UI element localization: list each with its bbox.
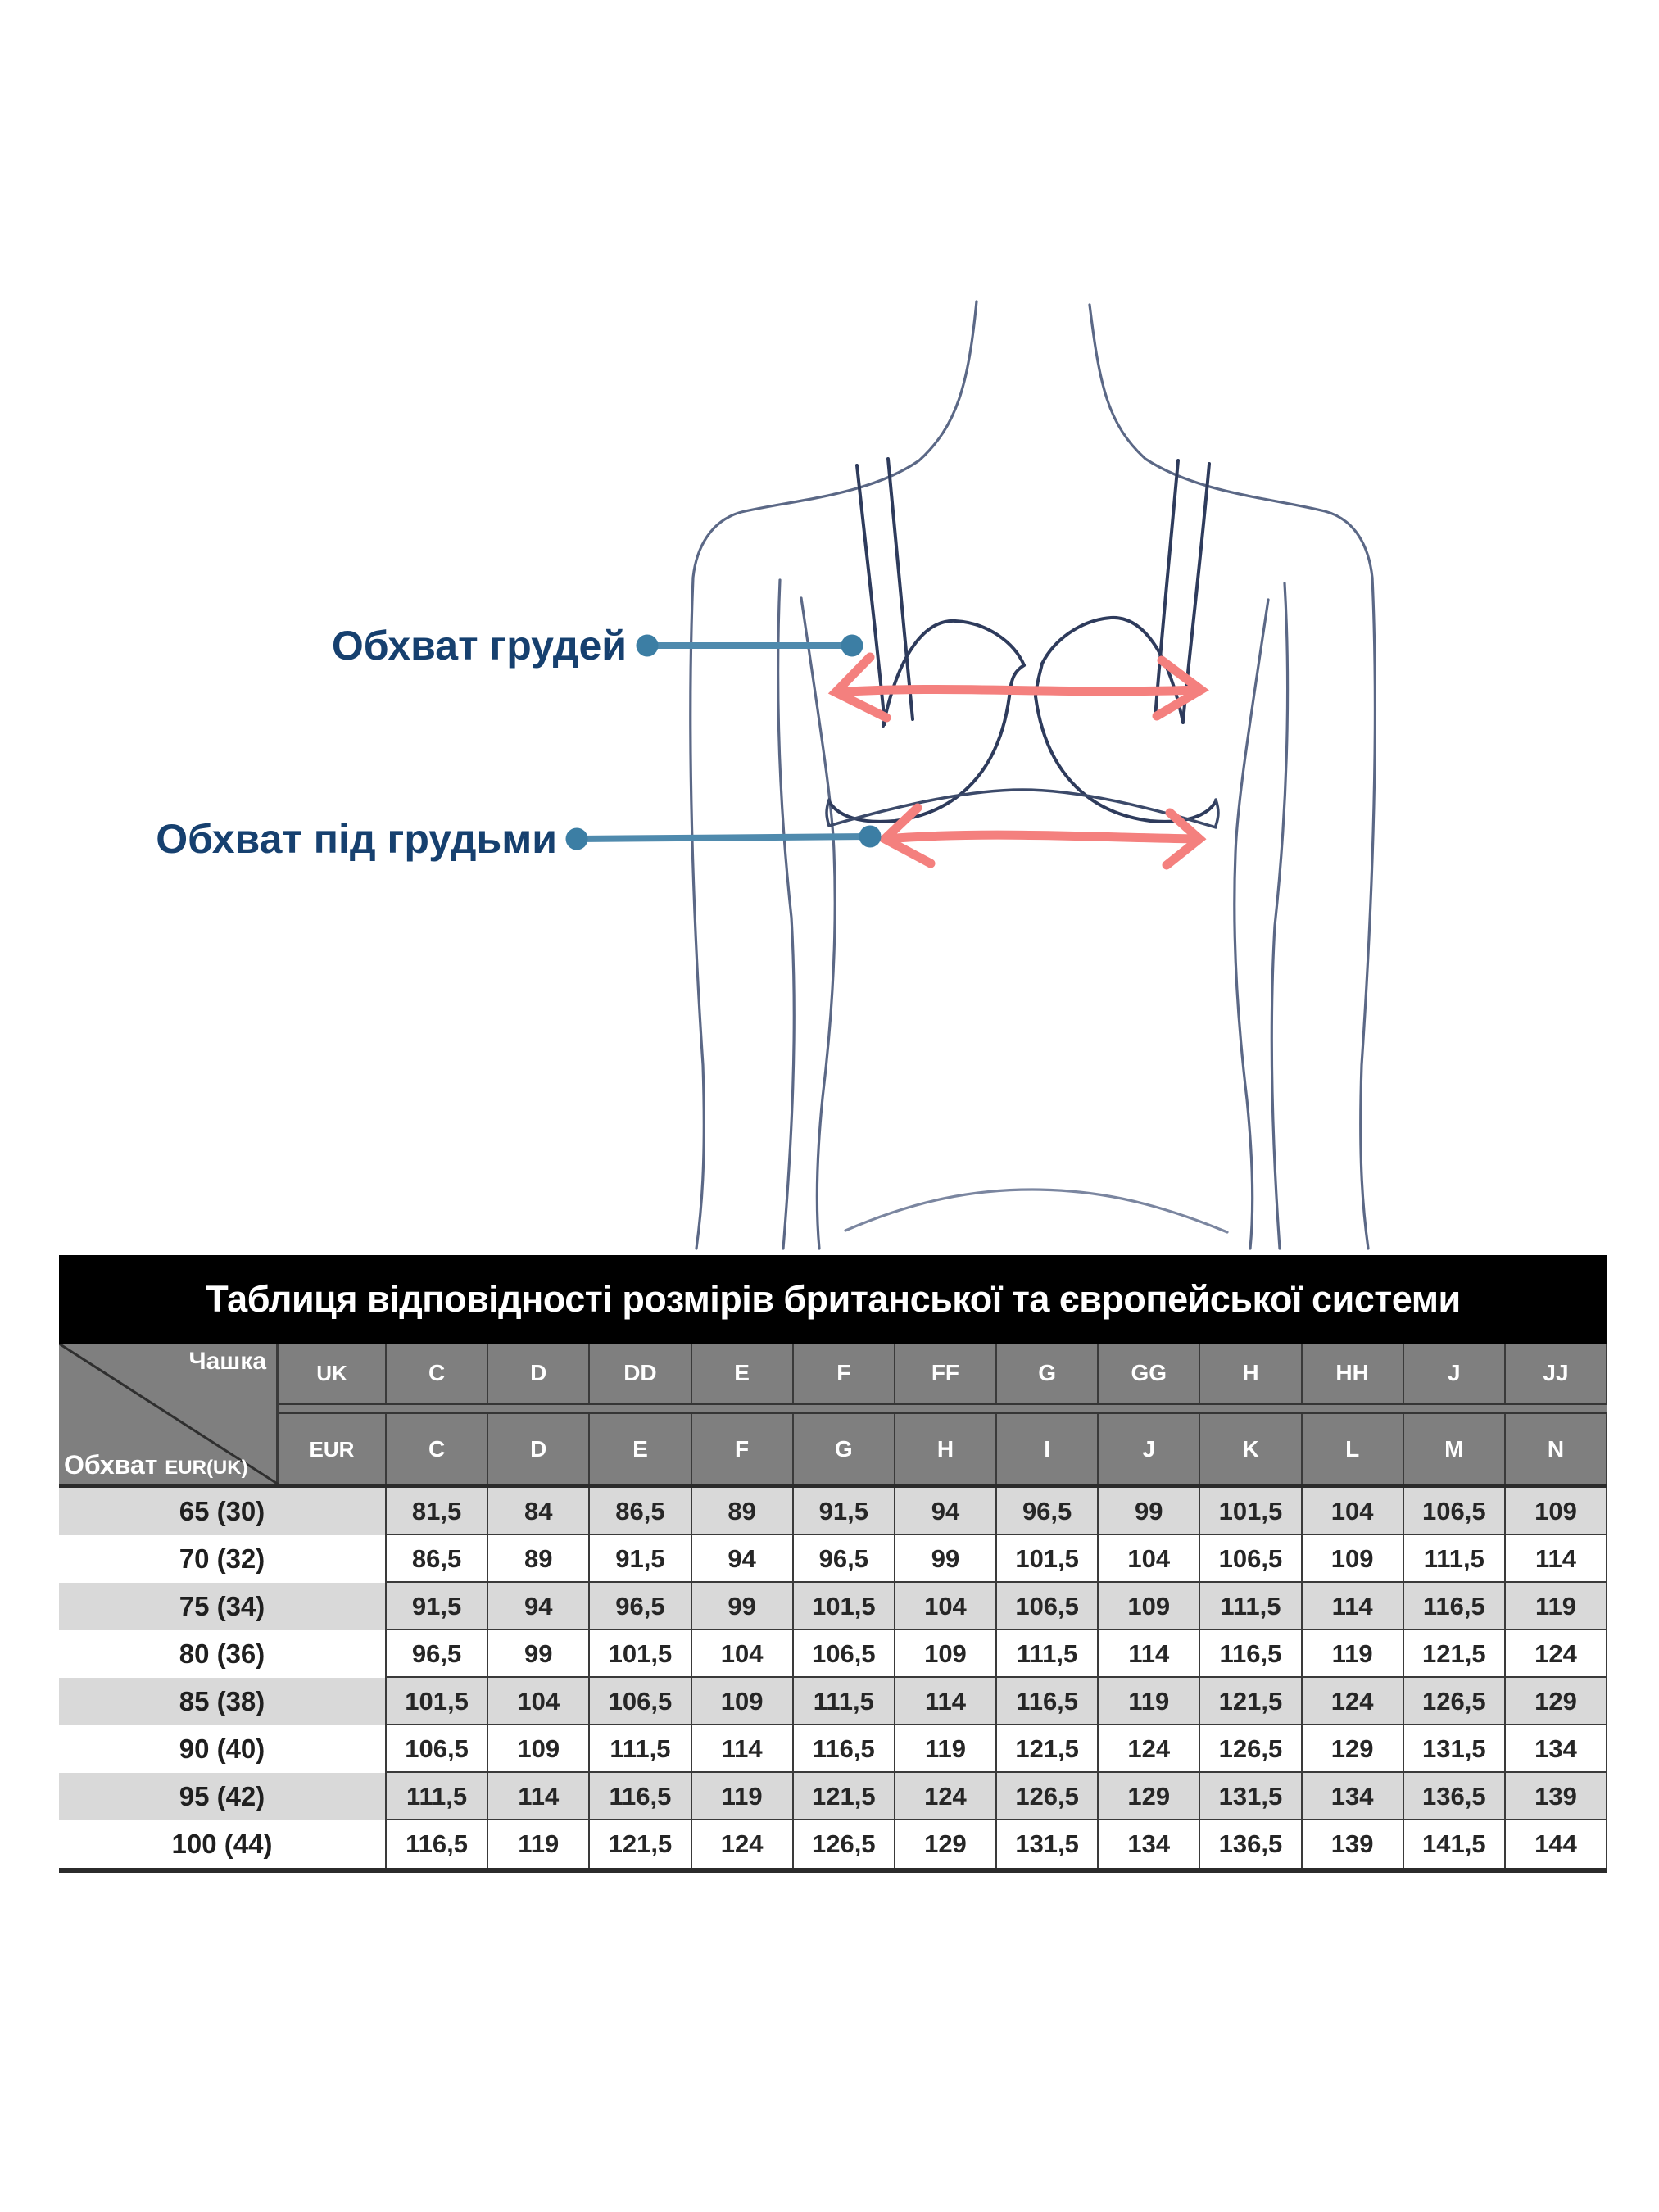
size-value-cell: 114	[1504, 1535, 1607, 1583]
size-value-cell: 106,5	[995, 1583, 1097, 1630]
left-neck-shoulder-arm-line	[691, 301, 977, 1249]
size-value-cell: 134	[1097, 1820, 1199, 1868]
uk-cup-size-cell: E	[691, 1344, 792, 1403]
size-value-cell: 119	[691, 1773, 792, 1820]
size-value-cell: 109	[1301, 1535, 1403, 1583]
size-value-cell: 119	[1504, 1583, 1607, 1630]
size-value-cell: 106,5	[1403, 1488, 1504, 1535]
row-values	[385, 1535, 1607, 1583]
underbust-connector-line	[577, 836, 870, 839]
size-value-cell: 101,5	[588, 1630, 690, 1678]
left-band-side	[827, 800, 829, 826]
size-value-cell: 124	[1504, 1630, 1607, 1678]
size-value-cell: 106,5	[385, 1725, 487, 1773]
size-value-cell: 124	[894, 1773, 995, 1820]
size-value-cell: 89	[487, 1535, 588, 1583]
size-value-cell: 136,5	[1403, 1773, 1504, 1820]
size-value-cell: 139	[1504, 1773, 1607, 1820]
size-value-cell: 96,5	[792, 1535, 894, 1583]
eur-cup-size-cell: K	[1199, 1414, 1300, 1484]
eur-cup-row	[279, 1414, 1607, 1484]
table-row	[59, 1820, 1607, 1868]
eur-cup-size-cell: J	[1097, 1414, 1199, 1484]
size-value-cell: 104	[1097, 1535, 1199, 1583]
size-value-cell: 101,5	[1199, 1488, 1300, 1535]
size-value-cell: 129	[1301, 1725, 1403, 1773]
cup-axis-label: Чашка	[188, 1348, 266, 1375]
corner-cell	[59, 1344, 279, 1484]
size-value-cell: 116,5	[1199, 1630, 1300, 1678]
size-value-cell: 131,5	[1403, 1725, 1504, 1773]
size-value-cell: 94	[487, 1583, 588, 1630]
size-value-cell: 104	[1301, 1488, 1403, 1535]
eur-cup-size-cell: F	[691, 1414, 792, 1484]
eur-system-label-cell: EUR	[309, 1436, 355, 1462]
table-row	[59, 1773, 1607, 1820]
table-row	[59, 1725, 1607, 1773]
eur-cup-size-cell: I	[995, 1414, 1097, 1484]
uk-system-label-cell: UK	[316, 1360, 347, 1385]
size-value-cell: 121,5	[995, 1725, 1097, 1773]
bust-arrow	[836, 657, 1201, 718]
size-value-cell: 141,5	[1403, 1820, 1504, 1868]
size-value-cell: 121,5	[1403, 1630, 1504, 1678]
eur-cup-size-cell: L	[1301, 1414, 1403, 1484]
size-value-cell: 116,5	[792, 1725, 894, 1773]
size-value-cell: 121,5	[1199, 1678, 1300, 1725]
eur-cup-size-cell: E	[588, 1414, 690, 1484]
size-value-cell: 139	[1301, 1820, 1403, 1868]
underbust-arrow	[885, 808, 1199, 865]
size-value-cell: 144	[1504, 1820, 1607, 1868]
underbust-connector-dot	[566, 828, 588, 850]
uk-cup-size-cell: D	[487, 1344, 588, 1403]
size-value-cell: 121,5	[588, 1820, 690, 1868]
torso-outline	[691, 301, 1376, 1249]
size-value-cell: 116,5	[1403, 1583, 1504, 1630]
size-value-cell: 104	[894, 1583, 995, 1630]
size-value-cell: 114	[1097, 1630, 1199, 1678]
size-value-cell: 119	[1097, 1678, 1199, 1725]
left-strap-line	[888, 459, 913, 719]
band-size-cell: 65 (30)	[179, 1496, 265, 1526]
row-values	[385, 1820, 1607, 1868]
left-body-side-line	[801, 598, 835, 1249]
size-value-cell: 111,5	[588, 1725, 690, 1773]
uk-cup-row	[279, 1344, 1607, 1403]
size-value-cell: 99	[1097, 1488, 1199, 1535]
size-value-cell: 116,5	[385, 1820, 487, 1868]
size-value-cell: 111,5	[792, 1678, 894, 1725]
header-columns	[279, 1344, 1607, 1484]
size-value-cell: 131,5	[1199, 1773, 1300, 1820]
underbust-connector-dot	[859, 826, 882, 848]
table-row	[59, 1630, 1607, 1678]
size-value-cell: 104	[691, 1630, 792, 1678]
table-row	[59, 1488, 1607, 1535]
size-value-cell: 99	[691, 1583, 792, 1630]
uk-cup-size-cell: C	[385, 1344, 487, 1403]
size-value-cell: 109	[691, 1678, 792, 1725]
uk-cup-size-cell: H	[1199, 1344, 1300, 1403]
band-size-cell: 75 (34)	[179, 1591, 265, 1621]
size-value-cell: 91,5	[792, 1488, 894, 1535]
band-size-cell: 85 (38)	[179, 1686, 265, 1716]
size-value-cell: 109	[894, 1630, 995, 1678]
row-values	[385, 1773, 1607, 1820]
size-value-cell: 124	[1097, 1725, 1199, 1773]
size-value-cell: 91,5	[385, 1583, 487, 1630]
table-row	[59, 1583, 1607, 1630]
eur-cup-size-cell: M	[1403, 1414, 1504, 1484]
size-value-cell: 119	[487, 1820, 588, 1868]
uk-cup-size-cell: DD	[588, 1344, 690, 1403]
band-size-cell: 80 (36)	[179, 1639, 265, 1669]
uk-cup-size-cell: HH	[1301, 1344, 1403, 1403]
size-value-cell: 119	[894, 1725, 995, 1773]
size-value-cell: 111,5	[385, 1773, 487, 1820]
bust-label: Обхват грудей	[331, 623, 627, 669]
size-value-cell: 91,5	[588, 1535, 690, 1583]
size-value-cell: 99	[487, 1630, 588, 1678]
size-value-cell: 86,5	[588, 1488, 690, 1535]
size-value-cell: 94	[691, 1535, 792, 1583]
size-value-cell: 106,5	[792, 1630, 894, 1678]
size-value-cell: 84	[487, 1488, 588, 1535]
bra	[827, 459, 1218, 827]
uk-cup-size-cell: F	[792, 1344, 894, 1403]
size-value-cell: 81,5	[385, 1488, 487, 1535]
bust-connector-dot	[841, 635, 863, 657]
header-separator	[279, 1403, 1607, 1414]
row-values	[385, 1488, 1607, 1535]
eur-cup-size-cell: G	[792, 1414, 894, 1484]
girth-axis-label	[64, 1450, 248, 1480]
size-value-cell: 89	[691, 1488, 792, 1535]
uk-cup-size-cell: JJ	[1504, 1344, 1607, 1403]
eur-cup-size-cell: N	[1504, 1414, 1607, 1484]
size-value-cell: 124	[691, 1820, 792, 1868]
size-value-cell: 114	[487, 1773, 588, 1820]
size-value-cell: 136,5	[1199, 1820, 1300, 1868]
size-value-cell: 111,5	[1199, 1583, 1300, 1630]
size-value-cell: 96,5	[588, 1583, 690, 1630]
right-body-side-line	[1235, 600, 1268, 1249]
row-values	[385, 1583, 1607, 1630]
row-values	[385, 1630, 1607, 1678]
size-value-cell: 111,5	[995, 1630, 1097, 1678]
bust-arrow-shaft	[837, 690, 1199, 692]
size-value-cell: 114	[894, 1678, 995, 1725]
left-inner-arm-line	[778, 580, 795, 1249]
band-size-cell: 95 (42)	[179, 1781, 265, 1811]
right-inner-arm-line	[1271, 583, 1287, 1249]
size-value-cell: 129	[1504, 1678, 1607, 1725]
size-value-cell: 134	[1504, 1725, 1607, 1773]
uk-cup-size-cell: G	[995, 1344, 1097, 1403]
size-value-cell: 94	[894, 1488, 995, 1535]
size-value-cell: 134	[1301, 1773, 1403, 1820]
table-row	[59, 1678, 1607, 1725]
table-title: Таблиця відповідності розмірів британської та європейської системи	[59, 1255, 1607, 1344]
row-values	[385, 1725, 1607, 1773]
eur-cup-size-cell: D	[487, 1414, 588, 1484]
size-value-cell: 96,5	[385, 1630, 487, 1678]
uk-cup-size-cell: FF	[894, 1344, 995, 1403]
size-value-cell: 86,5	[385, 1535, 487, 1583]
size-value-cell: 96,5	[995, 1488, 1097, 1535]
size-value-cell: 109	[1097, 1583, 1199, 1630]
size-value-cell: 126,5	[792, 1820, 894, 1868]
bust-connector	[637, 635, 863, 657]
size-value-cell: 106,5	[1199, 1535, 1300, 1583]
hip-curve	[845, 1190, 1227, 1232]
girth-sub: EUR(UK)	[165, 1457, 248, 1479]
size-value-cell: 114	[691, 1725, 792, 1773]
table-header	[59, 1344, 1607, 1484]
size-value-cell: 116,5	[995, 1678, 1097, 1725]
size-value-cell: 124	[1301, 1678, 1403, 1725]
size-value-cell: 99	[894, 1535, 995, 1583]
right-band-side	[1216, 800, 1218, 826]
size-value-cell: 109	[487, 1725, 588, 1773]
size-value-cell: 101,5	[792, 1583, 894, 1630]
size-value-cell: 109	[1504, 1488, 1607, 1535]
size-value-cell: 101,5	[385, 1678, 487, 1725]
bust-connector-dot	[637, 635, 659, 657]
table-row	[59, 1535, 1607, 1583]
band-size-cell: 90 (40)	[179, 1734, 265, 1764]
right-neck-shoulder-arm-line	[1090, 305, 1375, 1249]
uk-cup-size-cell: GG	[1097, 1344, 1199, 1403]
row-values	[385, 1678, 1607, 1725]
size-value-cell: 129	[894, 1820, 995, 1868]
size-value-cell: 104	[487, 1678, 588, 1725]
size-value-cell: 126,5	[1403, 1678, 1504, 1725]
left-strap-line	[857, 465, 885, 724]
underbust-label: Обхват під грудьми	[156, 816, 557, 862]
girth-word: Обхват	[64, 1450, 158, 1480]
size-value-cell: 111,5	[1403, 1535, 1504, 1583]
size-table	[59, 1255, 1607, 1873]
size-value-cell: 101,5	[995, 1535, 1097, 1583]
band-size-cell: 70 (32)	[179, 1543, 265, 1574]
size-value-cell: 106,5	[588, 1678, 690, 1725]
size-value-cell: 116,5	[588, 1773, 690, 1820]
right-strap-line	[1155, 460, 1178, 718]
size-value-cell: 126,5	[1199, 1725, 1300, 1773]
uk-cup-size-cell: J	[1403, 1344, 1504, 1403]
band-size-cell: 100 (44)	[171, 1829, 273, 1859]
size-value-cell: 114	[1301, 1583, 1403, 1630]
eur-cup-size-cell: C	[385, 1414, 487, 1484]
size-value-cell: 121,5	[792, 1773, 894, 1820]
eur-cup-size-cell: H	[894, 1414, 995, 1484]
size-value-cell: 129	[1097, 1773, 1199, 1820]
size-value-cell: 126,5	[995, 1773, 1097, 1820]
underbust-arrow-shaft	[886, 835, 1198, 839]
size-value-cell: 119	[1301, 1630, 1403, 1678]
size-value-cell: 131,5	[995, 1820, 1097, 1868]
table-body	[59, 1484, 1607, 1873]
